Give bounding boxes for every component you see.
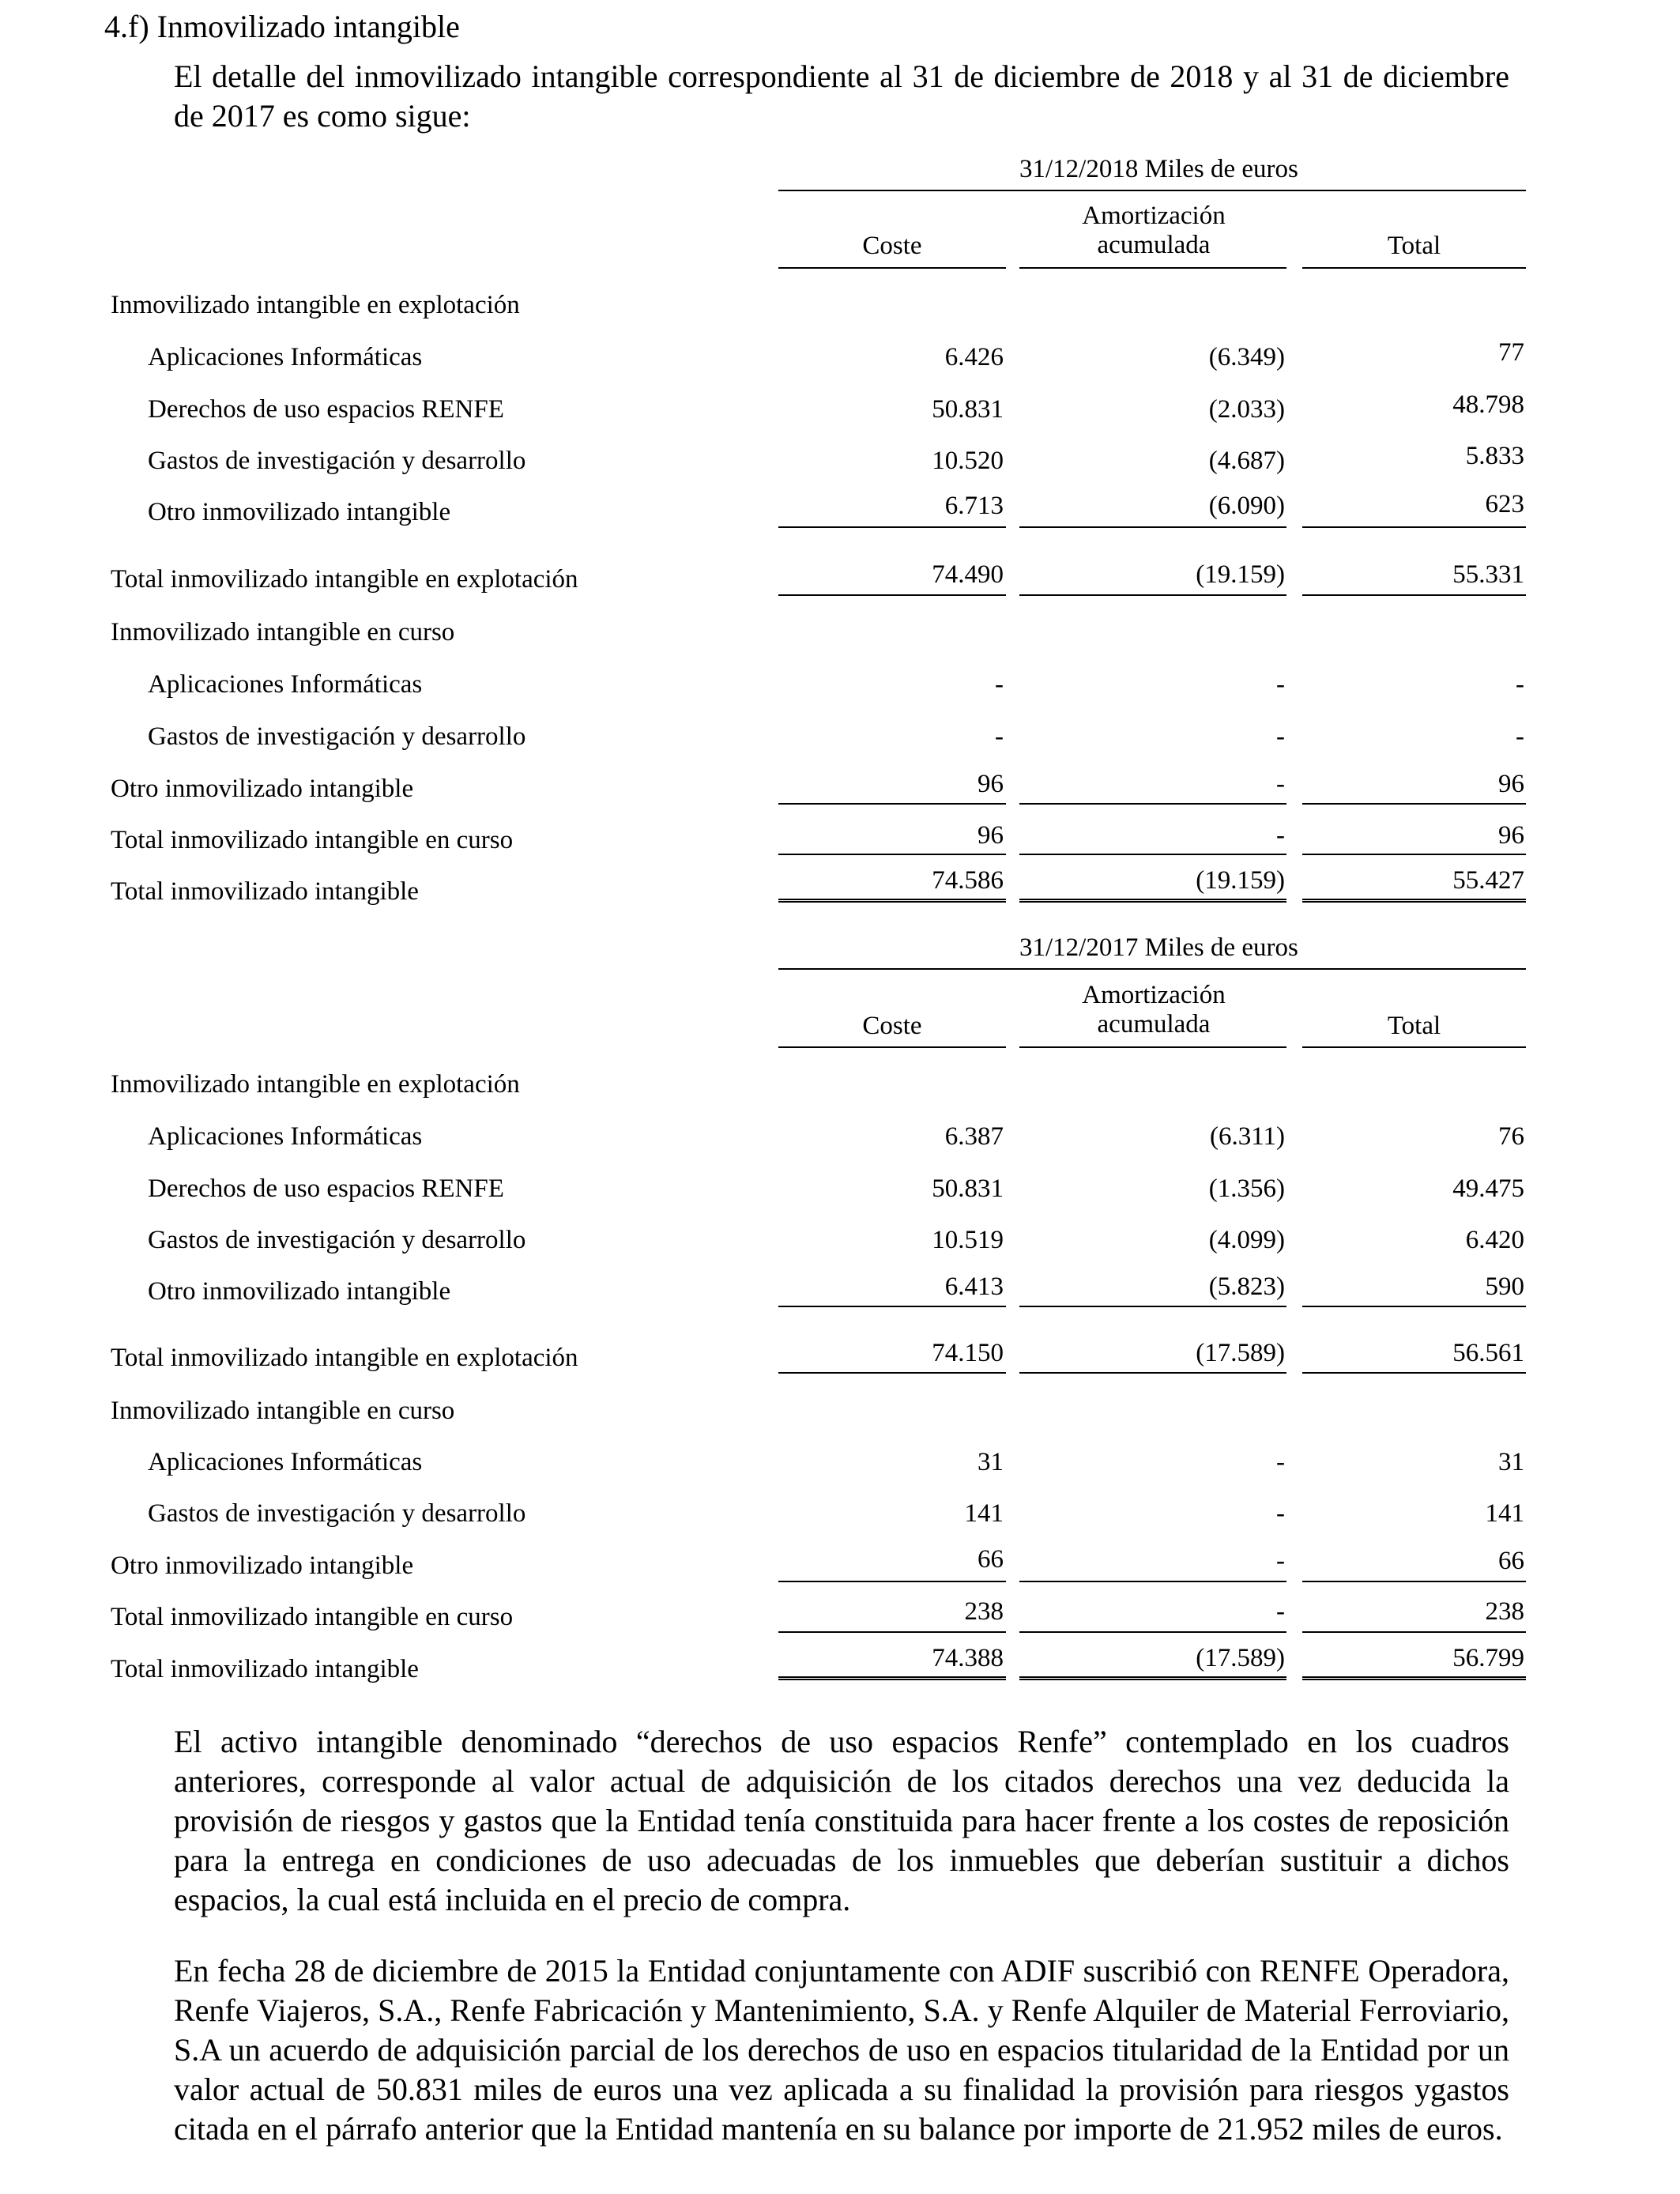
divider: [778, 968, 1526, 970]
cell-amortizacion: (19.159): [1196, 560, 1285, 589]
cell-total: 141: [1485, 1499, 1524, 1528]
double-underline: [1019, 899, 1286, 903]
divider: [1302, 1306, 1526, 1307]
double-underline: [1019, 1676, 1286, 1680]
cell-amortizacion: -: [1276, 1547, 1285, 1575]
row-label: Gastos de investigación y desarrollo: [148, 722, 526, 751]
cell-total: 6.420: [1465, 1226, 1524, 1254]
divider: [1302, 1581, 1526, 1582]
row-label: Otro inmovilizado intangible: [148, 498, 451, 526]
cell-total: 623: [1485, 490, 1524, 518]
double-underline: [778, 899, 1006, 903]
column-header-total: Total: [1387, 1012, 1441, 1040]
divider: [1019, 803, 1286, 805]
divider: [778, 594, 1006, 596]
divider: [778, 1046, 1006, 1048]
grand-total-label: Total inmovilizado intangible: [111, 1655, 419, 1683]
divider: [1019, 594, 1286, 596]
cell-total: 77: [1498, 338, 1524, 367]
cell-amortizacion: (4.687): [1208, 447, 1285, 475]
subtotal-label: Total inmovilizado intangible en explotación: [111, 565, 578, 594]
cell-total: 56.799: [1452, 1644, 1524, 1672]
cell-amortizacion: -: [1276, 722, 1285, 751]
cell-amortizacion: (17.589): [1196, 1644, 1285, 1672]
cell-amortizacion: (2.033): [1208, 395, 1285, 424]
cell-amortizacion: (19.159): [1196, 866, 1285, 895]
cell-amortizacion: (4.099): [1208, 1226, 1285, 1254]
subtotal-label: Total inmovilizado intangible en curso: [111, 826, 514, 854]
cell-total: 5.833: [1465, 442, 1524, 470]
subtotal-label: Total inmovilizado intangible en curso: [111, 1603, 514, 1631]
cell-amortizacion: (6.311): [1209, 1122, 1285, 1151]
cell-coste: 31: [977, 1448, 1004, 1476]
cell-amortizacion: (6.090): [1208, 492, 1285, 520]
cell-coste: 6.387: [944, 1122, 1004, 1151]
section-heading: 4.f) Inmovilizado intangible: [104, 9, 460, 44]
row-label: Aplicaciones Informáticas: [148, 670, 423, 699]
table-title: 31/12/2017 Miles de euros: [1019, 933, 1298, 962]
cell-amortizacion: (6.349): [1208, 343, 1285, 371]
divider: [1019, 1631, 1286, 1633]
row-label: Otro inmovilizado intangible: [148, 1277, 451, 1306]
column-header-total: Total: [1387, 232, 1441, 260]
double-underline: [1302, 1676, 1526, 1680]
cell-coste: 74.388: [932, 1644, 1004, 1672]
cell-total: -: [1516, 722, 1524, 751]
cell-amortizacion: -: [1276, 1499, 1285, 1528]
row-label: Otro inmovilizado intangible: [111, 1551, 414, 1580]
cell-amortizacion: (5.823): [1208, 1272, 1285, 1301]
cell-total: 55.427: [1452, 866, 1524, 895]
row-label: Gastos de investigación y desarrollo: [148, 447, 526, 475]
section-label: Inmovilizado intangible en explotación: [111, 1070, 520, 1099]
cell-coste: 6.413: [944, 1272, 1004, 1301]
column-header-amortizacion: Amortización acumulada: [1082, 981, 1226, 1039]
divider: [1019, 267, 1286, 269]
column-header-amortizacion: Amortización acumulada: [1082, 202, 1226, 259]
cell-total: 66: [1498, 1547, 1524, 1575]
divider: [1019, 1372, 1286, 1374]
row-label: Aplicaciones Informáticas: [148, 1448, 423, 1476]
column-header-coste: Coste: [862, 1012, 922, 1040]
cell-coste: -: [995, 722, 1004, 751]
cell-amortizacion: -: [1276, 1448, 1285, 1476]
divider: [778, 854, 1006, 855]
divider: [778, 1306, 1006, 1307]
cell-total: 56.561: [1452, 1339, 1524, 1367]
intro-paragraph: El detalle del inmovilizado intangible correspondiente al 31 de diciembre de 2018 y al 31 de diciembre de 2017 es como sigue:: [174, 58, 1509, 134]
cell-total: 55.331: [1452, 560, 1524, 589]
row-label: Aplicaciones Informáticas: [148, 1122, 423, 1151]
cell-amortizacion: -: [1276, 1597, 1285, 1626]
divider: [1019, 526, 1286, 528]
divider: [778, 1631, 1006, 1633]
cell-total: 49.475: [1452, 1174, 1524, 1203]
row-label: Derechos de uso espacios RENFE: [148, 1174, 504, 1203]
cell-total: 96: [1498, 821, 1524, 850]
cell-coste: 74.150: [932, 1339, 1004, 1367]
cell-coste: 6.426: [944, 343, 1004, 371]
cell-coste: 74.490: [932, 560, 1004, 589]
paragraph-acuerdo-2015: En fecha 28 de diciembre de 2015 la Entidad conjuntamente con ADIF suscribió con RENFE Operadora, Renfe Viajeros, S.A., Renfe Fabricación y Mantenimiento, S.A. y Renfe Alquiler de Material Ferroviario, S.A un acuerdo de adquisición parcial de los derechos de uso en espacios titularidad de la Entidad por un valor actual de 50.831 miles de euros una vez aplicada a su finalidad la provisión para riesgos ygastos citada en el párrafo anterior que la Entidad mantenía en su balance por importe de 21.952 miles de euros.: [174, 1953, 1509, 2147]
cell-coste: 238: [964, 1597, 1004, 1626]
row-label: Aplicaciones Informáticas: [148, 343, 423, 371]
row-label: Gastos de investigación y desarrollo: [148, 1499, 526, 1528]
cell-coste: 141: [964, 1499, 1004, 1528]
divider: [778, 267, 1006, 269]
divider: [778, 190, 1526, 191]
divider: [778, 1372, 1006, 1374]
cell-amortizacion: -: [1276, 670, 1285, 699]
cell-coste: 50.831: [932, 1174, 1004, 1203]
cell-total: 31: [1498, 1448, 1524, 1476]
divider: [1019, 1306, 1286, 1307]
divider: [1302, 267, 1526, 269]
cell-coste: 10.520: [932, 447, 1004, 475]
divider: [1019, 1581, 1286, 1582]
double-underline: [1302, 899, 1526, 903]
cell-coste: 50.831: [932, 395, 1004, 424]
cell-total: 76: [1498, 1122, 1524, 1151]
cell-total: 96: [1498, 770, 1524, 798]
divider: [1019, 1046, 1286, 1048]
section-label: Inmovilizado intangible en curso: [111, 1397, 455, 1425]
divider: [1302, 1046, 1526, 1048]
paragraph-derechos-uso: El activo intangible denominado “derechos de uso espacios Renfe” contemplado en los cuadros anteriores, corresponde al valor actual de adquisición de los citados derechos una vez deducida la provisión de riesgos y gastos que la Entidad tenía constituida para hacer frente a los costes de reposición para la entrega en condiciones de uso adecuadas de los inmuebles que deberían sustituir a dichos espacios, la cual está incluida en el precio de compra.: [174, 1724, 1509, 1917]
divider: [1302, 1631, 1526, 1633]
table-title: 31/12/2018 Miles de euros: [1019, 155, 1298, 183]
cell-total: 48.798: [1452, 390, 1524, 419]
divider: [1302, 526, 1526, 528]
subtotal-label: Total inmovilizado intangible en explotación: [111, 1344, 578, 1372]
divider: [1302, 803, 1526, 805]
cell-total: 238: [1485, 1597, 1524, 1626]
row-label: Otro inmovilizado intangible: [111, 775, 414, 803]
cell-coste: 6.713: [944, 492, 1004, 520]
double-underline: [778, 1676, 1006, 1680]
section-label: Inmovilizado intangible en explotación: [111, 291, 520, 319]
cell-coste: -: [995, 670, 1004, 699]
cell-coste: 96: [977, 821, 1004, 850]
divider: [778, 803, 1006, 805]
divider: [1019, 854, 1286, 855]
cell-amortizacion: (17.589): [1196, 1339, 1285, 1367]
column-header-coste: Coste: [862, 232, 922, 260]
divider: [1302, 854, 1526, 855]
divider: [1302, 1372, 1526, 1374]
divider: [778, 1581, 1006, 1582]
cell-coste: 66: [977, 1545, 1004, 1574]
cell-amortizacion: (1.356): [1208, 1174, 1285, 1203]
cell-amortizacion: -: [1276, 821, 1285, 850]
cell-total: 590: [1485, 1272, 1524, 1301]
row-label: Gastos de investigación y desarrollo: [148, 1226, 526, 1254]
divider: [1302, 594, 1526, 596]
section-label: Inmovilizado intangible en curso: [111, 618, 455, 647]
row-label: Derechos de uso espacios RENFE: [148, 395, 504, 424]
cell-coste: 96: [977, 770, 1004, 798]
cell-amortizacion: -: [1276, 770, 1285, 798]
grand-total-label: Total inmovilizado intangible: [111, 877, 419, 906]
cell-coste: 74.586: [932, 866, 1004, 895]
cell-total: -: [1516, 670, 1524, 699]
divider: [778, 526, 1006, 528]
cell-coste: 10.519: [932, 1226, 1004, 1254]
